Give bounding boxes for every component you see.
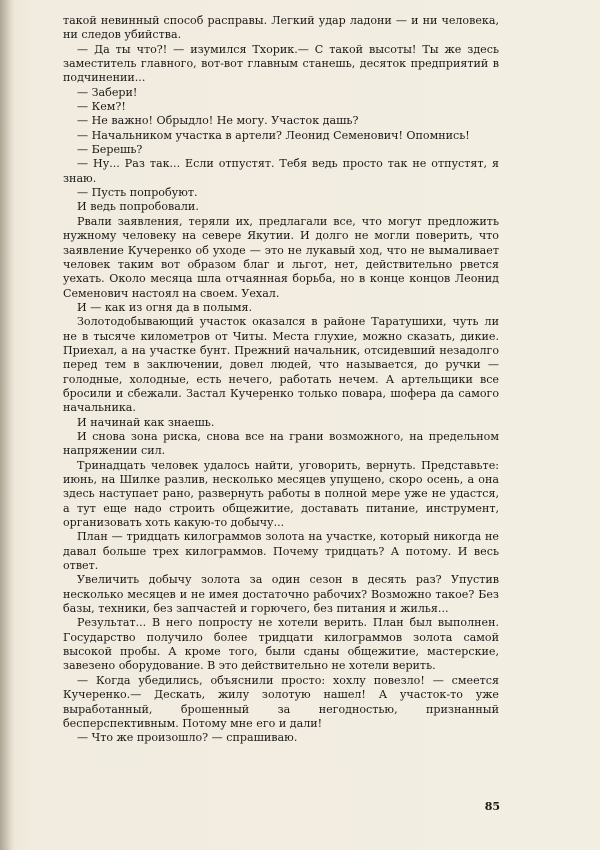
paragraph: Увеличить добычу золота за один сезон в десять раз? Упустив несколько месяцев и не имея достаточно рабочих? Возможно такое? Без базы, техники, без запчастей и горючего, без питания и жилья... — [63, 573, 499, 616]
paragraph: Тринадцать человек удалось найти, уговорить, вернуть. Представьте: июнь, на Шилке разлив, несколько месяцев упущено, скоро осень, а она здесь наступает рано, развернуть работы в полной мере уже не удастся, а тут еще надо строить общежитие, доставать питание, инструмент, организовать хоть какую-то добычу... — [63, 458, 499, 530]
paragraph: И — как из огня да в полымя. — [77, 300, 253, 314]
paragraph: Золотодобывающий участок оказался в районе Таратушихи, чуть ли не в тысяче километров от Читы. Места глухие, можно сказать, дикие. Приехал, а на участке бунт. Прежний начальник, отсидевший незадолго перед тем в заключении, довел людей, что называется, до ручки — голодные, холодные, есть нечего, работать нечем. А артельщики все бросили и сбежали. Застал Кучеренко только повара, шофера да самого начальника. — [63, 315, 499, 415]
paragraph: — Пусть попробуют. — [77, 186, 198, 200]
paragraph: — Что же произошло? — спрашиваю. — [77, 731, 298, 745]
paragraph: — Берешь? — [77, 143, 143, 157]
paragraph: — Начальником участка в артели? Леонид Семенович! Опомнись! — [77, 128, 470, 142]
page-number: 85 — [484, 800, 500, 813]
paragraph: — Не важно! Обрыдло! Не могу. Участок дашь? — [77, 114, 359, 128]
page-body-text — [63, 14, 499, 746]
paragraph: И снова зона риска, снова все на грани возможного, на предельном напряжении сил. — [63, 429, 499, 458]
paragraph: — Забери! — [77, 85, 138, 99]
paragraph: — Ну... Раз так... Если отпустят. Тебя ведь просто так не отпустят, я знаю. — [63, 157, 499, 185]
paragraph: План — тридцать килограммов золота на участке, который никогда не давал больше трех килограммов. Почему тридцать? А потому. И весь ответ. — [63, 530, 499, 573]
paragraph: И начинай как знаешь. — [77, 415, 215, 429]
paragraph: такой невинный способ расправы. Легкий удар ладони — и ни человека, ни следов убийства. — [63, 14, 499, 42]
paragraph: И ведь попробовали. — [77, 200, 199, 214]
paragraph: Результат... В него попросту не хотели верить. План был выполнен. Государство получило более тридцати килограммов золота самой высокой пробы. А кроме того, были сданы общежитие, мастерские, завезено оборудование. В это действительно не хотели верить. — [63, 616, 499, 673]
paragraph: — Кем?! — [77, 100, 126, 114]
paragraph: — Да ты что?! — изумился Тхорик.— С такой высоты! Ты же здесь заместитель главного, вот-вот главным станешь, десяток предприятий в подчинении... — [63, 42, 499, 85]
page-spine-shadow — [0, 0, 14, 850]
paragraph: — Когда убедились, объяснили просто: хохлу повезло! — смеется Кучеренко.— Дескать, жилу золотую нашел! А участок-то уже выработанный, брошенный за негодностью, признанный бесперспективным. Потому мне его и дали! — [63, 673, 499, 730]
paragraph: Рвали заявления, теряли их, предлагали все, что могут предложить нужному человеку на севере Якутии. И долго не могли поверить, что заявление Кучеренко об уходе — это не лукавый ход, что не вымаливает человек таким вот образом благ и льгот, нет, действительно рвется уехать. Около месяца шла отчаянная борьба, но в конце концов Леонид Семенович настоял на своем. Уехал. — [63, 214, 499, 300]
